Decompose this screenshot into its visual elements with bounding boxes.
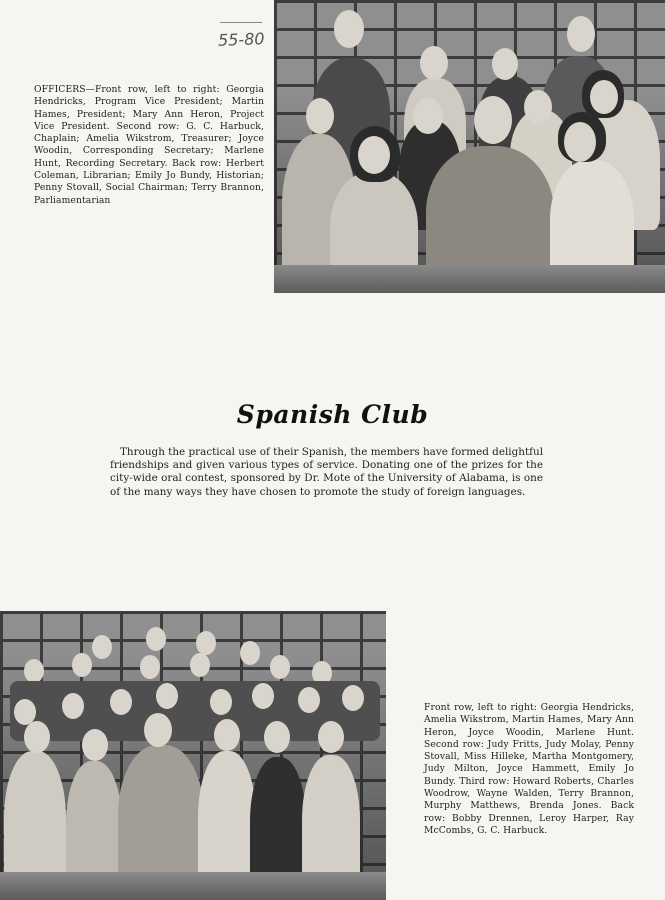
handwritten-page-note: 55-80: [217, 29, 265, 50]
person-head: [270, 655, 290, 679]
person-head: [140, 655, 160, 679]
person-head: [196, 631, 216, 655]
person-head: [144, 713, 172, 747]
officers-caption: OFFICERS—Front row, left to right: Georgia Hendricks, Program Vice President; Martin Hames, President; Mary Ann Heron, Project Vice President. Second row: G. C. Harbuck, Chaplain; Amelia Wikstrom, Treasurer; Joyce Woodin, Corresponding Secretary; Marlene Hunt, Recording Secretary. Back row: Herbert Coleman, Librarian; Emily Jo Bundy, Historian; Penny Stovall, Social Chairman; Terry Brannon, Parliamentarian: [34, 84, 264, 206]
person-head: [474, 96, 512, 144]
club-description: Through the practical use of their Spanish, the members have formed delightful friendships and given various types of service. Donating one of the prizes for the city-wide oral contest, sponsored by Dr. Mote of the University of Alabama, is one of the many ways they have chosen to promote the study of foreign languages.: [110, 446, 544, 498]
person-head: [110, 689, 132, 715]
person-head: [590, 80, 618, 114]
person-head: [240, 641, 260, 665]
person-head: [567, 16, 595, 52]
person-head: [413, 98, 443, 134]
members-caption: Front row, left to right: Georgia Hendricks, Amelia Wikstrom, Martin Hames, Mary Ann Heron, Joyce Woodin, Marlene Hunt. Second row: Judy Fritts, Judy Molay, Penny Stovall, Miss Hilleke, Martha Montgomery, Judy Milton, Joyce Hammett, Emily Jo Bundy. Third row: Howard Roberts, Charles Woodrow, Wayne Walden, Terry Brannon, Murphy Matthews, Brenda Jones. Back row: Bobby Drennen, Leroy Harper, Ray McCombs, G. C. Harbuck.: [424, 702, 634, 836]
person-head: [342, 685, 364, 711]
person-head: [214, 719, 240, 751]
person-head: [62, 693, 84, 719]
person-head: [306, 98, 334, 134]
person-head: [24, 659, 44, 683]
handwritten-underline: [220, 22, 262, 23]
person-head: [264, 721, 290, 753]
person-head: [146, 627, 166, 651]
person-head: [318, 721, 344, 753]
person-head: [420, 46, 448, 80]
person-head: [334, 10, 364, 48]
person-head: [82, 729, 108, 761]
person-head: [524, 90, 552, 124]
person-head: [72, 653, 92, 677]
person-head: [24, 721, 50, 753]
section-title: Spanish Club: [236, 400, 429, 429]
person-head: [156, 683, 178, 709]
photo-floor: [274, 265, 665, 293]
photo-floor: [0, 872, 386, 900]
members-photo: [0, 611, 386, 900]
person-head: [92, 635, 112, 659]
person-head: [190, 653, 210, 677]
person-head: [492, 48, 518, 80]
person-head: [252, 683, 274, 709]
person-head: [358, 136, 390, 174]
person-head: [298, 687, 320, 713]
officers-photo: [274, 0, 665, 293]
person-head: [564, 122, 596, 162]
person-head: [210, 689, 232, 715]
